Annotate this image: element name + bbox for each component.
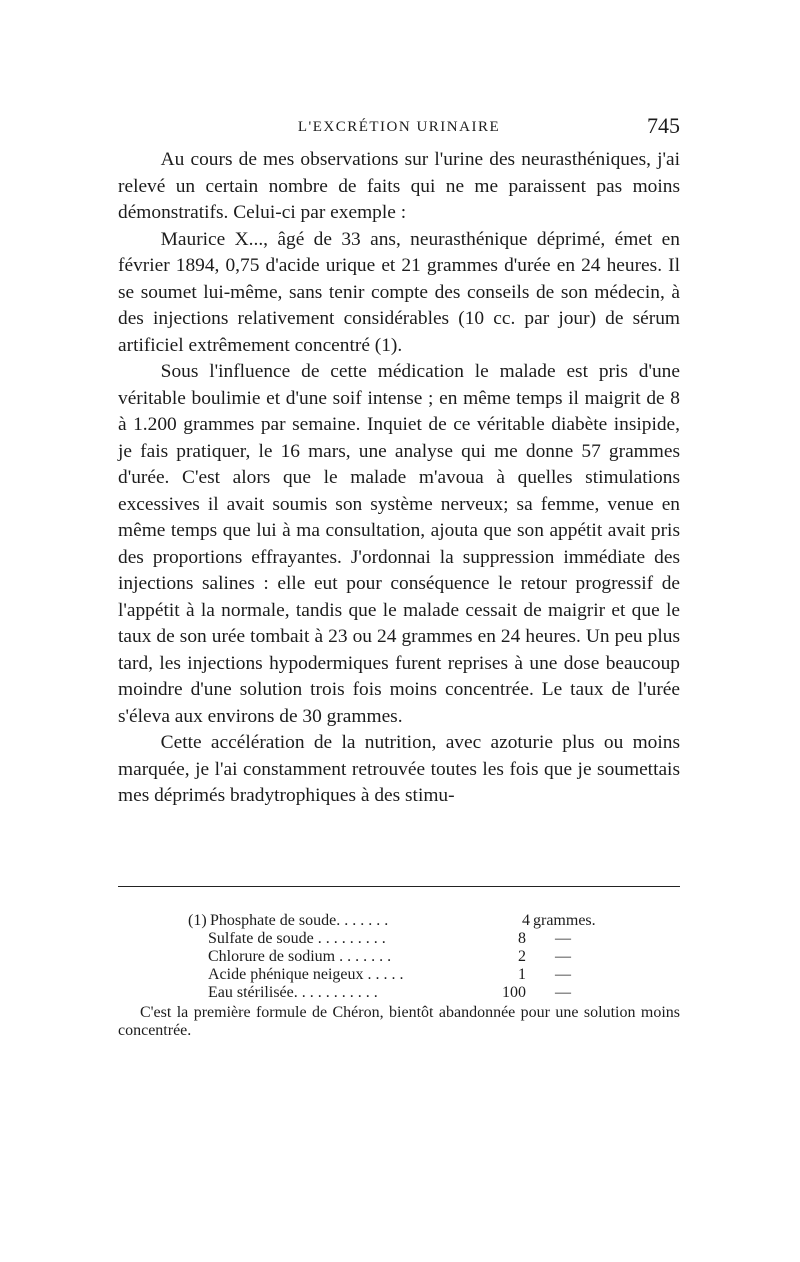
paragraph: Au cours de mes observations sur l'urine des neurasthéniques, j'ai relevé un certain nombre de faits qui ne me paraissent pas moins démonstratifs. Celui-ci par exemple : [118, 149, 680, 223]
ingredient-qty: 4 [522, 912, 530, 929]
ingredient-label: Acide phénique neigeux . . . . . [208, 966, 404, 983]
paragraph: Maurice X..., âgé de 33 ans, neurasthénique déprimé, émet en février 1894, 0,75 d'acide urique et 21 grammes d'urée en 24 heures. Il se soumet lui-même, sans tenir compte des conseils de son médecin, à des injections relativement considérables (10 cc. par jour) de sérum artificiel extrêmement concentré (1). [118, 228, 680, 356]
ingredient-qty: 2 [518, 948, 526, 965]
footnote [118, 912, 680, 1040]
running-head [118, 113, 680, 143]
footnote-divider [118, 886, 680, 887]
footnote-row [118, 984, 680, 1002]
footnote-marker: (1) [188, 912, 207, 929]
footnote-row [118, 912, 680, 930]
body-text [118, 147, 680, 810]
ingredient-qty: 8 [518, 930, 526, 947]
ingredient-unit: — [555, 930, 571, 947]
ingredient-label: Eau stérilisée. . . . . . . . . . . [208, 984, 378, 1001]
ingredient-qty: 1 [518, 966, 526, 983]
ingredient-unit: grammes. [533, 912, 596, 929]
ingredient-label: Chlorure de sodium . . . . . . . [208, 948, 392, 965]
ingredient-unit: — [555, 948, 571, 965]
footnote-row [118, 930, 680, 948]
footnote-note: C'est la première formule de Chéron, bientôt abandonnée pour une solution moins concentrée. [118, 1004, 680, 1039]
page-number: 745 [647, 113, 680, 138]
ingredient-unit: — [555, 984, 571, 1001]
paragraph: Sous l'influence de cette médication le malade est pris d'une véritable boulimie et d'une soif intense ; en même temps il maigrit de 8 à 1.200 grammes par semaine. Inquiet de ce véritable diabète insipide, je fais pratiquer, le 16 mars, une analyse qui me donne 57 grammes d'urée. C'est alors que le malade m'avoua à quelles stimulations excessives il avait soumis son système nerveux; sa femme, venue en même temps que lui à ma consultation, ajouta que son appétit avait pris des proportions effrayantes. J'ordonnai la suppression immédiate des injections salines : elle eut pour conséquence le retour progressif de l'appétit à la normale, tandis que le malade cessait de maigrir et que le taux de son urée tombait à 23 ou 24 grammes en 24 heures. Un peu plus tard, les injections hypodermiques furent reprises à une dose beaucoup moindre d'une solution trois fois moins concentrée. Le taux de l'urée s'éleva aux environs de 30 grammes. [118, 361, 680, 727]
ingredient-qty: 100 [502, 984, 526, 1001]
paragraph: Cette accélération de la nutrition, avec azoturie plus ou moins marquée, je l'ai constamment retrouvée toutes les fois que je soumettais mes déprimés bradytrophiques à des stimu- [118, 732, 680, 806]
ingredient-unit: — [555, 966, 571, 983]
ingredient-label: Phosphate de soude. . . . . . . [210, 912, 389, 929]
running-title: L'EXCRÉTION URINAIRE [297, 119, 501, 135]
ingredient-label: Sulfate de soude . . . . . . . . . [208, 930, 386, 947]
footnote-row [118, 966, 680, 984]
footnote-row [118, 948, 680, 966]
